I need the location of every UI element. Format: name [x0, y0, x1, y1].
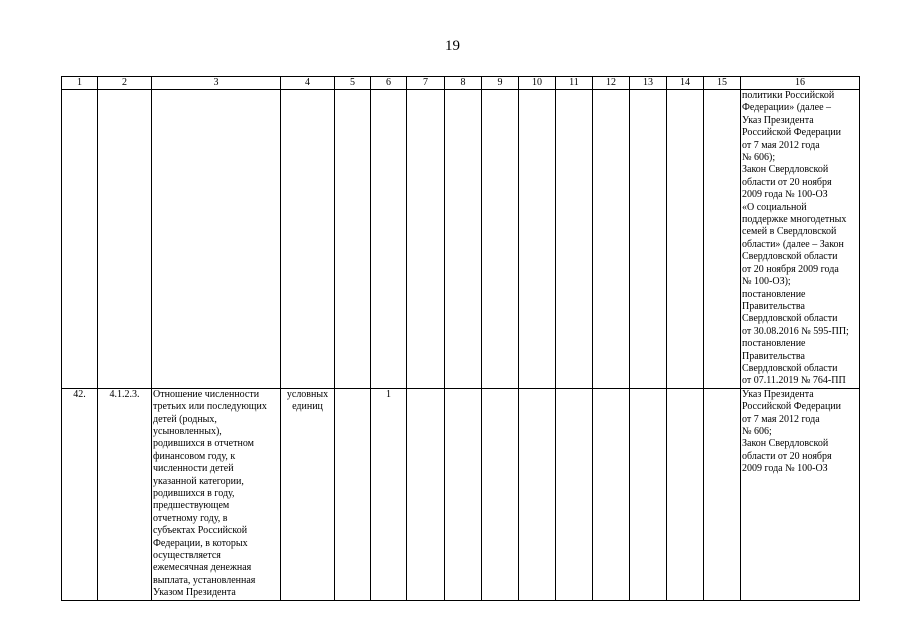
text-line: от 30.08.2016 № 595-ПП;	[742, 325, 849, 337]
text-line: ежемесячная денежная	[153, 562, 252, 574]
indicators-table	[61, 76, 860, 601]
column-number: 1	[62, 77, 98, 90]
column-number: 14	[667, 77, 704, 90]
text-line: Свердловской области	[742, 251, 838, 263]
table-cell	[667, 90, 704, 389]
text-line: отчетному году, в	[153, 512, 228, 524]
table-cell	[371, 90, 407, 389]
text-line: субъектах Российской	[153, 525, 248, 537]
table-row	[62, 90, 860, 389]
text-line: «О социальной	[742, 201, 807, 213]
text-line: постановление	[742, 288, 806, 300]
table-cell	[556, 388, 593, 600]
table-cell	[593, 388, 630, 600]
text-line: области от 20 ноября	[742, 450, 832, 462]
text-line: родившихся в отчетном	[153, 438, 254, 450]
text-line: 2009 года № 100-ОЗ	[742, 189, 828, 201]
text-line: детей (родных,	[153, 413, 217, 425]
text-line: № 606;	[742, 425, 772, 437]
text-line: указанной категории,	[153, 475, 244, 487]
text-line: единиц	[292, 401, 323, 413]
table-cell	[667, 388, 704, 600]
column-number: 5	[335, 77, 371, 90]
text-line: политики Российской	[742, 90, 835, 101]
text-line: Свердловской области	[742, 313, 838, 325]
column-number: 11	[556, 77, 593, 90]
table-cell	[519, 90, 556, 389]
text-line: финансовом году, к	[153, 450, 236, 462]
table-cell	[335, 388, 371, 600]
text-line: условных	[286, 388, 329, 400]
text-line: численности детей	[153, 463, 234, 475]
text-line: постановление	[742, 338, 806, 350]
text-line: Федерации» (далее –	[742, 102, 832, 114]
text-line: Закон Свердловской	[742, 164, 829, 176]
text-line: Указ Президента	[742, 114, 814, 126]
column-number: 12	[593, 77, 630, 90]
text-line: Свердловской области	[742, 362, 838, 374]
text-line: Отношение численности	[153, 388, 260, 400]
table-cell	[62, 90, 98, 389]
table-cell	[593, 90, 630, 389]
text-line: поддержке многодетных	[742, 214, 847, 226]
table-cell	[445, 90, 482, 389]
text-line: Российской Федерации	[742, 401, 842, 413]
table-cell	[98, 90, 152, 389]
text-line: от 7 мая 2012 года	[742, 139, 820, 151]
text-line: области» (далее – Закон	[742, 238, 844, 250]
column-number: 2	[98, 77, 152, 90]
text-line: Указ Президента	[742, 388, 814, 400]
table-cell	[704, 90, 741, 389]
text-line: области от 20 ноября	[742, 176, 832, 188]
text-line: осуществляется	[153, 550, 221, 562]
column-number: 8	[445, 77, 482, 90]
text-line: от 7 мая 2012 года	[742, 413, 820, 425]
column-number: 9	[482, 77, 519, 90]
column-number: 6	[371, 77, 407, 90]
text-line: родившихся в году,	[153, 488, 235, 499]
table-cell	[704, 388, 741, 600]
text-line: Указом Президента	[153, 587, 236, 599]
indicator-code: 4.1.2.3.	[98, 388, 152, 600]
table-cell	[630, 388, 667, 600]
unit-cell	[281, 388, 335, 600]
table-cell	[482, 388, 519, 600]
text-line: Закон Свердловской	[742, 438, 829, 450]
text-line: третьих или последующих	[153, 401, 267, 413]
column-number: 4	[281, 77, 335, 90]
table-cell	[152, 90, 281, 389]
table-row	[62, 388, 860, 600]
table-cell	[519, 388, 556, 600]
table-cell	[556, 90, 593, 389]
value-cell: 1	[371, 388, 407, 600]
column-number: 15	[704, 77, 741, 90]
row-number: 42.	[62, 388, 98, 600]
indicator-name-cell	[152, 388, 281, 600]
column-number: 7	[407, 77, 445, 90]
text-line: Федерации, в которых	[153, 537, 248, 549]
table-cell	[281, 90, 335, 389]
column-number: 13	[630, 77, 667, 90]
text-line: предшествующем	[153, 500, 230, 512]
text-line: Правительства	[742, 350, 805, 362]
text-line: семей в Свердловской	[742, 226, 837, 238]
text-line: выплата, установленная	[153, 574, 256, 586]
text-line: 2009 года № 100-ОЗ	[742, 463, 828, 475]
table-cell	[407, 90, 445, 389]
column-number: 10	[519, 77, 556, 90]
page-number: 19	[445, 38, 460, 54]
text-line: Правительства	[742, 300, 805, 312]
legal-basis-cell	[741, 90, 860, 389]
table-cell	[407, 388, 445, 600]
table-cell	[335, 90, 371, 389]
text-line: № 606);	[742, 152, 776, 164]
text-line: Российской Федерации	[742, 127, 842, 139]
text-line: № 100-ОЗ);	[742, 276, 791, 288]
text-line: усыновленных),	[153, 425, 222, 437]
table-cell	[630, 90, 667, 389]
column-number-row	[62, 77, 860, 90]
column-number: 3	[152, 77, 281, 90]
legal-basis-cell	[741, 388, 860, 600]
column-number: 16	[741, 77, 860, 90]
table-cell	[445, 388, 482, 600]
text-line: от 20 ноября 2009 года	[742, 263, 839, 275]
table-cell	[482, 90, 519, 389]
text-line: от 07.11.2019 № 764-ПП	[742, 375, 846, 387]
